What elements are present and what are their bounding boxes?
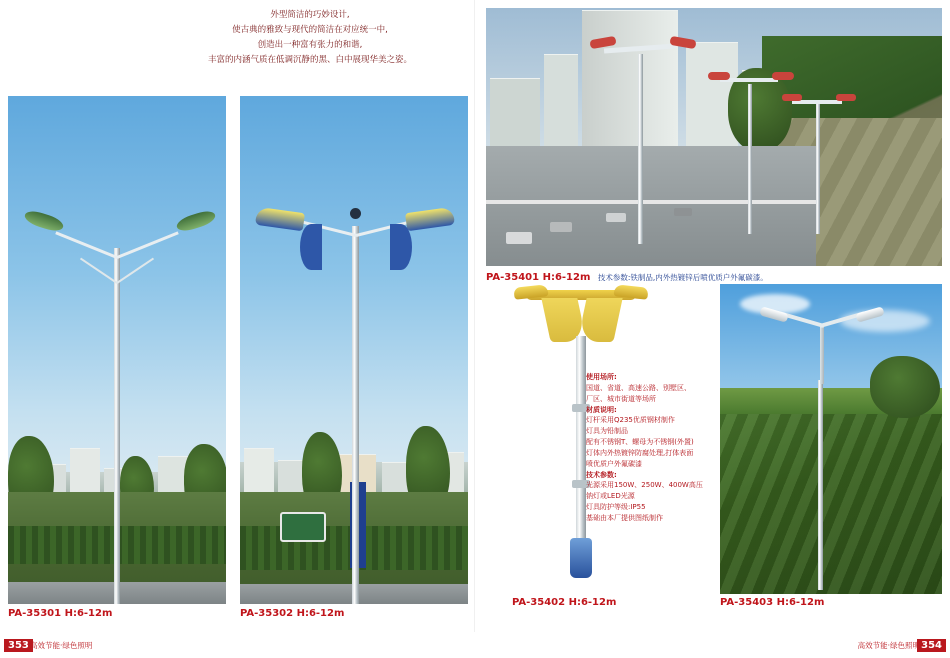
lamp-decor-left [300, 224, 322, 270]
tree [870, 356, 940, 418]
folio-right: 354 [917, 639, 946, 652]
tech-line-3: 灯具防护等级:IP55 [586, 503, 646, 512]
caption-pa-35403 [720, 597, 824, 608]
folio-left-text: 高效节能·绿色照明 [30, 641, 93, 650]
lamp-head [782, 94, 802, 101]
folio-left: 353 [4, 639, 33, 652]
caption-pa-35402 [512, 597, 616, 608]
road-sign [280, 512, 326, 542]
highway [486, 146, 816, 266]
product-height: H:6-12m [776, 597, 825, 608]
product-note: 技术参数:铁制品,内外热镀锌后喷优质户外氟碳漆。 [597, 273, 768, 282]
tech-line-4: 基础由本厂提供图纸制作 [586, 513, 663, 522]
material-line-4: 灯体内外热镀锌防腐处理,打体表面 [586, 448, 694, 457]
product-code: PA-35403 [720, 597, 774, 608]
product-code: PA-35401 [486, 272, 540, 283]
tech-title: 技术参数: [586, 470, 617, 479]
material-line-5: 喷优质户外氟碳漆 [586, 459, 642, 468]
material-line-3: 配有不锈钢T、螺母为不锈钢(外置) [586, 438, 694, 447]
product-height: H:6-12m [64, 608, 113, 619]
lamp-pole [114, 248, 120, 604]
product-height: H:6-12m [296, 608, 345, 619]
vehicle [550, 222, 572, 232]
wall-texture [720, 404, 942, 594]
product-photo-pa-35302 [240, 96, 468, 604]
caption-pa-35401 [486, 272, 768, 283]
caption-pa-35302 [240, 608, 344, 619]
lamp-pole [816, 104, 820, 234]
intro-line-1: 外型简洁的巧妙设计, [270, 10, 350, 20]
product-photo-pa-35403 [720, 284, 942, 594]
lamp-pole [576, 336, 586, 572]
usage-line-2: 厂区、城市街道等场所 [586, 394, 656, 403]
usage-line-1: 国道、省道、高速公路、别墅区、 [586, 383, 691, 392]
lamp-head [836, 94, 856, 101]
lamp-pole [352, 226, 359, 604]
lane-marking [486, 200, 816, 204]
material-line-1: 灯杆采用Q235优质钢材制作 [586, 416, 675, 425]
vehicle [674, 208, 692, 216]
tech-line-1: 光源采用150W、250W、400W高压 [586, 481, 703, 490]
page-gutter [474, 0, 475, 658]
lamp-upper-pole [820, 324, 824, 384]
product-height: H:6-12m [568, 597, 617, 608]
material-line-2: 灯具为铅制品 [586, 427, 628, 436]
page-footer [0, 632, 950, 658]
product-height: H:6-12m [542, 272, 591, 283]
specification-block [586, 372, 704, 524]
tech-line-2: 钠灯或LED光源 [586, 492, 635, 501]
folio-right-text: 高效节能·绿色照明 [857, 641, 920, 650]
intro-line-3: 创造出一种富有张力的和谐, [257, 39, 363, 50]
product-photo-pa-35401 [486, 8, 942, 266]
pole-base [570, 538, 592, 578]
product-code: PA-35402 [512, 597, 566, 608]
lamp-head [772, 72, 794, 80]
building [544, 54, 578, 160]
lamp-pole [748, 84, 752, 234]
intro-text [150, 8, 470, 68]
lamp-decor-right [390, 224, 412, 270]
product-code: PA-35301 [8, 608, 62, 619]
product-code: PA-35302 [240, 608, 294, 619]
product-photo-pa-35301 [8, 96, 226, 604]
lamp-pole [818, 380, 823, 590]
pole-finial [350, 208, 361, 219]
high-rise-building [582, 10, 678, 160]
vehicle [606, 213, 626, 222]
lamp-pole [638, 54, 643, 244]
lamp-head [708, 72, 730, 80]
intro-line-2: 使古典的雅致与现代的简洁在对应统一中, [232, 24, 388, 35]
vehicle [506, 232, 532, 244]
usage-title: 使用场所: [586, 373, 617, 381]
material-title: 材质说明: [586, 405, 617, 414]
caption-pa-35301 [8, 608, 112, 619]
intro-line-4: 丰富的内涵气质在低调沉静的黑、白中展现华美之姿。 [207, 54, 412, 65]
